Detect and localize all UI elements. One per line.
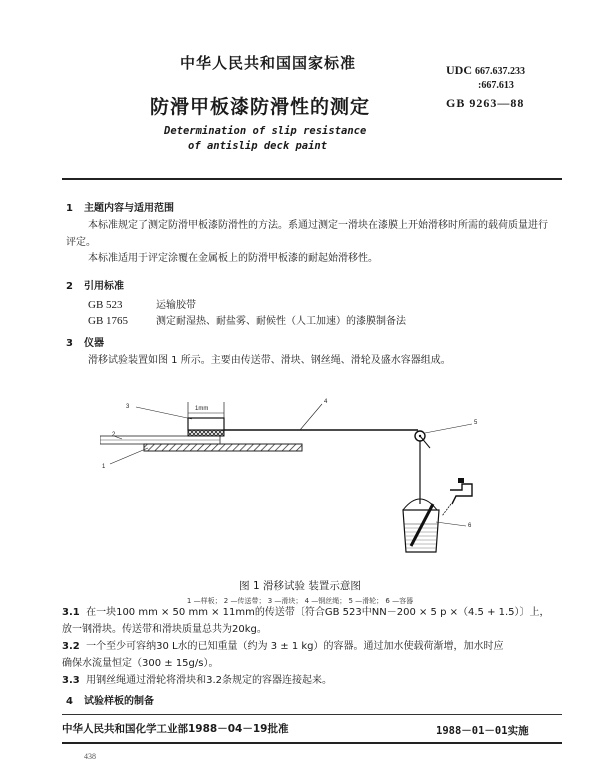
effective-date: 1988－01－01实施 [436, 725, 529, 737]
clause-3-1-continued: 放一钢滑块。传送带和滑块质量总共为20kg。 [62, 624, 267, 635]
water-tap [450, 484, 472, 504]
callout-1: 1 [102, 464, 106, 470]
callout-4: 4 [324, 399, 328, 405]
section-3-heading: 3 仪器 [66, 338, 104, 349]
clause-3-3: 3.3 用钢丝绳通过滑轮将滑块和3.2条规定的容器连接起来。 [62, 675, 332, 686]
english-title-line-1: Determination of slip resistance [164, 125, 367, 137]
document-title: 防滑甲板漆防滑性的测定 [150, 96, 371, 118]
clause-3-2-continued: 确保水流量恒定（300 ± 15g/s）。 [62, 658, 219, 669]
issuer-approval: 中华人民共和国化学工业部1988－04－19批准 [62, 723, 289, 735]
udc-label: UDC [446, 63, 472, 77]
section-3-paragraph: 滑移试验装置如图 1 所示。主要由传送带、滑块、钢丝绳、滑轮及盛水容器组成。 [88, 355, 451, 366]
callout-2: 2 [112, 432, 116, 438]
slider-block-base [188, 430, 224, 436]
sample-panel [144, 444, 302, 451]
water-container [403, 510, 439, 552]
callout-3: 3 [126, 404, 130, 410]
section-1-heading: 1 主题内容与适用范围 [66, 203, 174, 214]
clause-3-1: 3.1 在一块100 mm × 50 mm × 11mm的传送带〔符合GB 523中NN－200 × 5 p ×（4.5 + 1.5）〕上， [62, 607, 550, 618]
standard-name: 中华人民共和国国家标准 [180, 54, 357, 72]
figure-legend: 1 —样板； 2 —传送带； 3 —滑块； 4 —钢丝绳； 5 —滑轮； 6 —容器 [186, 597, 414, 605]
slip-test-apparatus-diagram [100, 392, 520, 570]
udc-code-2: :667.613 [478, 80, 514, 91]
footer-divider-top [62, 714, 562, 715]
reference-item: GB 523 运输胶带 [88, 299, 196, 311]
udc-block [446, 64, 525, 92]
section-4-heading: 4 试验样板的制备 [66, 696, 154, 707]
dimension-label: 1mm [195, 406, 209, 412]
udc-code-1: 667.637.233 [475, 66, 525, 77]
clause-3-2: 3.2 一个至少可容纳30 L水的已知重量（约为 3 ± 1 kg）的容器。通过加水使载荷渐增，加水时应 [62, 641, 504, 652]
callout-6: 6 [468, 523, 472, 529]
reference-item: GB 1765 测定耐湿热、耐盐雾、耐候性（人工加速）的漆膜制备法 [88, 315, 406, 327]
gb-number: GB 9263—88 [446, 96, 525, 110]
english-title-line-2: of antislip deck paint [188, 140, 328, 152]
callout-5: 5 [474, 420, 478, 426]
section-2-heading: 2 引用标准 [66, 281, 124, 292]
slider-block [188, 418, 224, 430]
section-1-paragraph-1: 本标准规定了测定防滑甲板漆防滑性的方法。系通过测定一滑块在漆膜上开始滑移时所需的载荷质量进行评定。 [66, 220, 548, 248]
section-1-paragraph-2: 本标准适用于评定涂覆在金属板上的防滑甲板漆的耐起始滑移性。 [88, 253, 378, 264]
footer-divider-bottom [62, 742, 562, 744]
page-number: 438 [84, 752, 96, 761]
header-divider [62, 178, 562, 180]
figure-caption: 图 1 滑移试验 装置示意图 [239, 580, 361, 592]
